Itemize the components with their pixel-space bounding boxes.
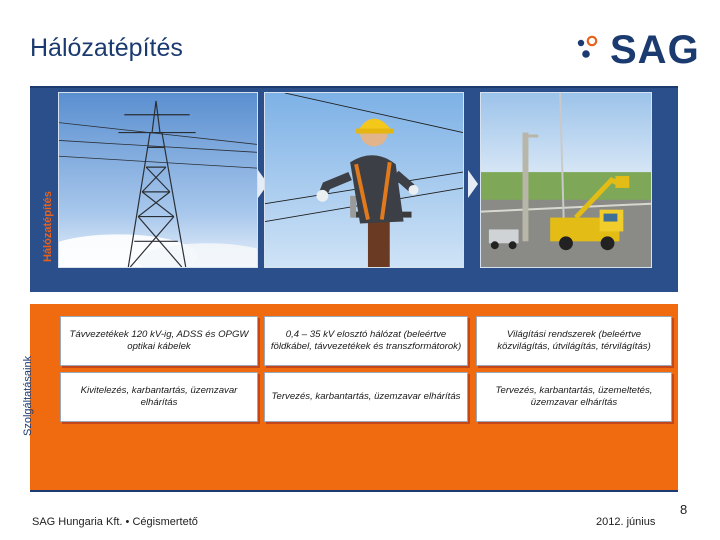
service-cell-distribution-network <box>264 316 468 366</box>
logo-dots-icon <box>574 30 610 76</box>
footer-company: SAG Hungaria Kft. • Cégismertető <box>32 516 198 528</box>
logo-wordmark: SAG <box>610 28 700 72</box>
footer-date: 2012. június <box>596 516 656 528</box>
service-text: Távvezetékek 120 kV-ig, ADSS és OPGW optikai kábelek <box>69 328 249 352</box>
panel-separator <box>30 292 678 304</box>
service-cell-execution <box>60 372 258 422</box>
bottom-rule <box>30 490 678 492</box>
services-side-label: Szolgáltatásaink <box>22 355 34 436</box>
service-text: 0,4 – 35 kV elosztó hálózat (beleértve földkábel, távvezetékek és transzformátorok) <box>270 328 462 352</box>
page-title: Hálózatépítés <box>30 34 183 62</box>
page-number: 8 <box>680 502 688 517</box>
service-text: Tervezés, karbantartás, üzemzavar elhárítás <box>271 390 461 402</box>
lineworker-on-pole-photo <box>264 92 464 268</box>
service-cell-operation <box>476 372 672 422</box>
sag-logo <box>574 28 700 76</box>
service-text: Kivitelezés, karbantartás, üzemzavar elhárítás <box>80 384 238 408</box>
section-side-label: Hálózatépítés <box>42 191 54 262</box>
service-cell-transmission-lines <box>60 316 258 366</box>
service-cell-design <box>264 372 468 422</box>
service-text: Tervezés, karbantartás, üzemeltetés, üzemzavar elhárítás <box>495 384 653 408</box>
service-cell-lighting-systems <box>476 316 672 366</box>
transmission-tower-photo <box>58 92 258 268</box>
bucket-truck-streetlight-photo <box>480 92 652 268</box>
flow-arrow-icon <box>468 170 478 198</box>
service-text: Világítási rendszerek (beleértve közvilágítás, útvilágítás, térvilágítás) <box>497 328 651 352</box>
